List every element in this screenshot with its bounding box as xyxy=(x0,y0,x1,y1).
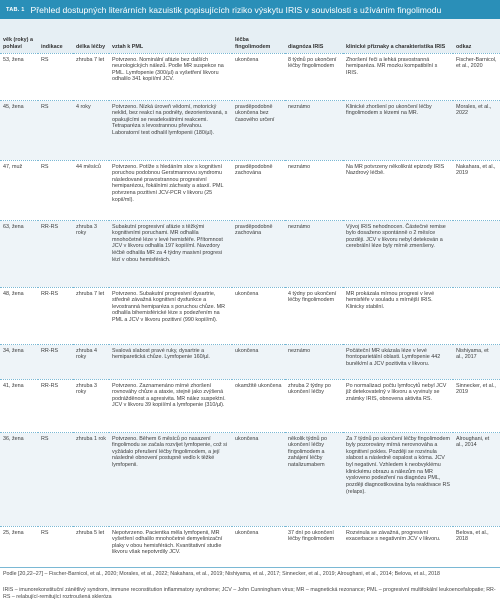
cell-fingolimod: ukončena xyxy=(232,287,285,344)
cell-duration: 4 roky xyxy=(73,100,109,160)
cell-duration: zhruba 3 roky xyxy=(73,220,109,287)
cell-duration: zhruba 3 roky xyxy=(73,379,109,432)
cell-fingolimod: ukončena xyxy=(232,344,285,379)
cell-duration: zhruba 1 rok xyxy=(73,432,109,526)
cell-indication: RS xyxy=(38,432,73,526)
cell-symptoms: MR prokázala mírnou progresi v levé hemisféře v souladu s mírnější IRIS. Klinicky stabilní. xyxy=(343,287,453,344)
cell-age-sex: 36, žena xyxy=(0,432,38,526)
cell-indication: RR-RS xyxy=(38,379,73,432)
cell-pml: Potvrzeno. Zaznamenáno mírné zhoršení rovnováhy chůze a ataxie, stejně jako zvýšená podrážděnost a agresivita. MR nález suspektní. JCV v likvoru 39 kopií/ml a lymfopenie (310/µl). xyxy=(109,379,232,432)
cell-reference: Sinnecker, et al., 2019 xyxy=(453,379,500,432)
cell-duration: zhruba 7 let xyxy=(73,287,109,344)
cell-indication: RS xyxy=(38,160,73,220)
cell-fingolimod: pravděpodobně zachována xyxy=(232,220,285,287)
table-row xyxy=(0,379,500,432)
cell-duration: zhruba 5 let xyxy=(73,526,109,572)
cell-fingolimod: pravděpodobně ukončena bez časového určení xyxy=(232,100,285,160)
cell-duration: zhruba 4 roky xyxy=(73,344,109,379)
header-treatment-duration: délka léčby xyxy=(73,19,109,53)
cell-indication: RS xyxy=(38,526,73,572)
cell-iris: neznámo xyxy=(285,220,343,287)
cell-symptoms: Po normalizaci počtu lymfocytů nebyl JCV již detekovatelný v likvoru a vyvinuly se známky IRIS, obnovena aktivita RS. xyxy=(343,379,453,432)
cell-pml: Potvrzeno. Nominální afázie bez dalších neurologických nálezů. Podle MR suspekce na PML. Lymfopenie (300/µl) a vyšetření likvoru odhalilo 341 kopií/ml JCV. xyxy=(109,53,232,100)
table-row xyxy=(0,53,500,100)
cell-symptoms: Za 7 týdnů po ukončení léčby fingolimodem byly pozorovány mírná nerovnováha a kognitivní pokles. Později se rozvinula slabost a následně ospalost a kóma. JCV byl negativní. Vzhledem k neobvyklému klinickému obrazu a nálezům na MR vysloveno podezření na diagnózu PML, později diagnostikována byla reaktivace RS (relaps). xyxy=(343,432,453,526)
cell-pml: Potvrzeno. Potíže s hledáním slov s kognitivní poruchou podobnou Gerstmannovu syndromu následované pravostrannou progresivní hemiparézou, fokálními záchvaty a ataxií. PML potvrzena pozitivní JCV-PCR v likvoru (25 kopií/ml). xyxy=(109,160,232,220)
cell-age-sex: 47, muž xyxy=(0,160,38,220)
header-indication: indikace xyxy=(38,19,73,53)
table-title-bar xyxy=(0,0,500,19)
cell-duration: zhruba 7 let xyxy=(73,53,109,100)
cell-fingolimod: ukončena xyxy=(232,432,285,526)
table-row xyxy=(0,526,500,572)
cell-symptoms: Na MR potvrzeny několikrát epizody IRIS Nazdrový léčbě. xyxy=(343,160,453,220)
table-row xyxy=(0,432,500,526)
case-report-table xyxy=(0,19,500,572)
cell-reference: Morales, et al., 2022 xyxy=(453,100,500,160)
cell-pml: Subakutní progresivní afázie s těžkými kognitivními poruchami. MR odhalila mnohočetné léze v levé hemisféře. Přítomnost JCV v likvoru odhalila 197 kopií/ml. Navzdory léčbě odhalila MR za 4 týdny masivní progresi lézí v obou hemisférách. xyxy=(109,220,232,287)
cell-iris: 37 dní po ukončení léčby fingolimodem xyxy=(285,526,343,572)
cell-reference: Alroughani, et al., 2014 xyxy=(453,432,500,526)
cell-indication: RR-RS xyxy=(38,220,73,287)
cell-iris: neznámo xyxy=(285,160,343,220)
cell-iris: neznámo xyxy=(285,344,343,379)
cell-indication: RR-RS xyxy=(38,344,73,379)
cell-symptoms: Vývoj IRIS nehodnocen. Částečné remise bylo dosaženo spontánně o 2 měsíce později. JCV v likvoru nebyl detekován a cerebrální léze byly mírně zmenšeny. xyxy=(343,220,453,287)
cell-age-sex: 45, žena xyxy=(0,100,38,160)
cell-iris: zhruba 2 týdny po ukončení léčby xyxy=(285,379,343,432)
sources-footnote: Podle [20,22–27] – Fischer-Barnicol, et al., 2020; Morales, et al., 2022; Nakahara, et al., 2019; Nishiyama, et al., 2017; Sinnecker, et al., 2019; Alroughani, et al., 2014; Belova, et al., 2018 xyxy=(3,571,440,577)
cell-indication: RR-RS xyxy=(38,287,73,344)
abbreviations-footnote: IRIS – imunorekonstituční zánětlivý syndrom, immune reconstitution inflammatory syndrome; JCV – John Cunningham virus; MR – magnetická rezonance; PML – progresivní multifokální leukoencefalopatie; RR-RS – relabující-remitující roztroušená skleróza xyxy=(3,587,496,601)
cell-reference: Fischer-Barnicol, et al., 2020 xyxy=(453,53,500,100)
table-row xyxy=(0,220,500,287)
cell-symptoms: Rozvinula se závažná, progresivní exacerbace s negativním JCV v likvoru. xyxy=(343,526,453,572)
cell-pml: Potvrzeno. Subakutní progresivní dysartrie, středně závažná kognitivní dysfunkce a levostranná hemiparéza s poruchou chůze. MR odhalila bihemisférické léze s podezřením na PML a JCV v likvoru pozitivní (990 kopií/ml). xyxy=(109,287,232,344)
cell-age-sex: 63, žena xyxy=(0,220,38,287)
cell-reference: Nishiyama, et al., 2017 xyxy=(453,344,500,379)
cell-age-sex: 25, žena xyxy=(0,526,38,572)
cell-iris: 8 týdnů po ukončení léčby fingolimodem xyxy=(285,53,343,100)
cell-iris: 4 týdny po ukončení léčby fingolimodem xyxy=(285,287,343,344)
cell-age-sex: 53, žena xyxy=(0,53,38,100)
header-reference: odkaz xyxy=(453,19,500,53)
cell-fingolimod: pravděpodobně zachována xyxy=(232,160,285,220)
cell-symptoms: Klinické zhoršení po ukončení léčby fingolimodem s lézemi na MR. xyxy=(343,100,453,160)
cell-reference xyxy=(453,220,500,287)
cell-age-sex: 41, žena xyxy=(0,379,38,432)
table-row xyxy=(0,160,500,220)
cell-indication: RS xyxy=(38,53,73,100)
cell-duration: 44 měsíců xyxy=(73,160,109,220)
header-age-sex: věk (roky) a pohlaví xyxy=(0,19,38,53)
table-bottom-rule xyxy=(0,567,500,568)
table-row xyxy=(0,287,500,344)
cell-symptoms: Počáteční MR ukázala léze v levé frontoparietální oblasti. Lymfopenie 442 buněk/ml a JCV pozitivita v likvoru. xyxy=(343,344,453,379)
header-pml-relation: vztah k PML xyxy=(109,19,232,53)
cell-age-sex: 48, žena xyxy=(0,287,38,344)
cell-fingolimod: ukončena xyxy=(232,53,285,100)
cell-pml: Nepotvrzeno. Pacientka měla lymfopenii, MR vyšetření odhalilo mnohočetné demyelinizační plaky v obou hemisférách. Kvantitativní studie likvoru však nepotvrdily JCV. xyxy=(109,526,232,572)
cell-reference xyxy=(453,287,500,344)
cell-iris: neznámo xyxy=(285,100,343,160)
cell-age-sex: 34, žena xyxy=(0,344,38,379)
cell-pml: Potvrzeno. Během 6 měsíců po nasazení fingolimodu se začala rozvíjet lymfopenie, což si vyžádalo přerušení léčby fingolimodem, a její následné obnovení postupně vedlo k těžké lymfopenii. xyxy=(109,432,232,526)
cell-reference: Nakahara, et al., 2019 xyxy=(453,160,500,220)
cell-reference: Belova, et al., 2018 xyxy=(453,526,500,572)
cell-indication: RS xyxy=(38,100,73,160)
header-fingolimod-treatment: léčba fingolimodem xyxy=(232,19,285,53)
cell-pml: Svalová slabost pravé ruky, dysartrie a hemiparetická chůze. Lymfopenie 160/µl. xyxy=(109,344,232,379)
table-row xyxy=(0,100,500,160)
table-tag: TAB. 1 xyxy=(6,6,25,13)
cell-iris: několik týdnů po ukončení léčby fingolimodem a zahájení léčby natalizumabem xyxy=(285,432,343,526)
header-clinical-symptoms: klinické příznaky a charakteristika IRIS xyxy=(343,19,453,53)
cell-pml: Potvrzeno. Nízká úroveň vědomí, motorický neklid, bez reakcí na podněty, dezorientovaná, s opakujícími se neadekvátními reakcemi. Tetraparéza s levostrannou převahou. Laboratorní test odhalil lymfopenii (180/µl). xyxy=(109,100,232,160)
header-iris-diagnosis: diagnóza IRIS xyxy=(285,19,343,53)
table-title: Přehled dostupných literárních kazuistik popisujících riziko výskytu IRIS v souvislosti s užíváním fingolimodu xyxy=(30,4,442,15)
cell-fingolimod: ukončena xyxy=(232,526,285,572)
table-row xyxy=(0,344,500,379)
cell-fingolimod: okamžitě ukončena xyxy=(232,379,285,432)
cell-symptoms: Zhoršení řeči a lehká pravostranná hemiparéza. MR mozku kompatibilní s IRIS. xyxy=(343,53,453,100)
table-header-row xyxy=(0,19,500,53)
